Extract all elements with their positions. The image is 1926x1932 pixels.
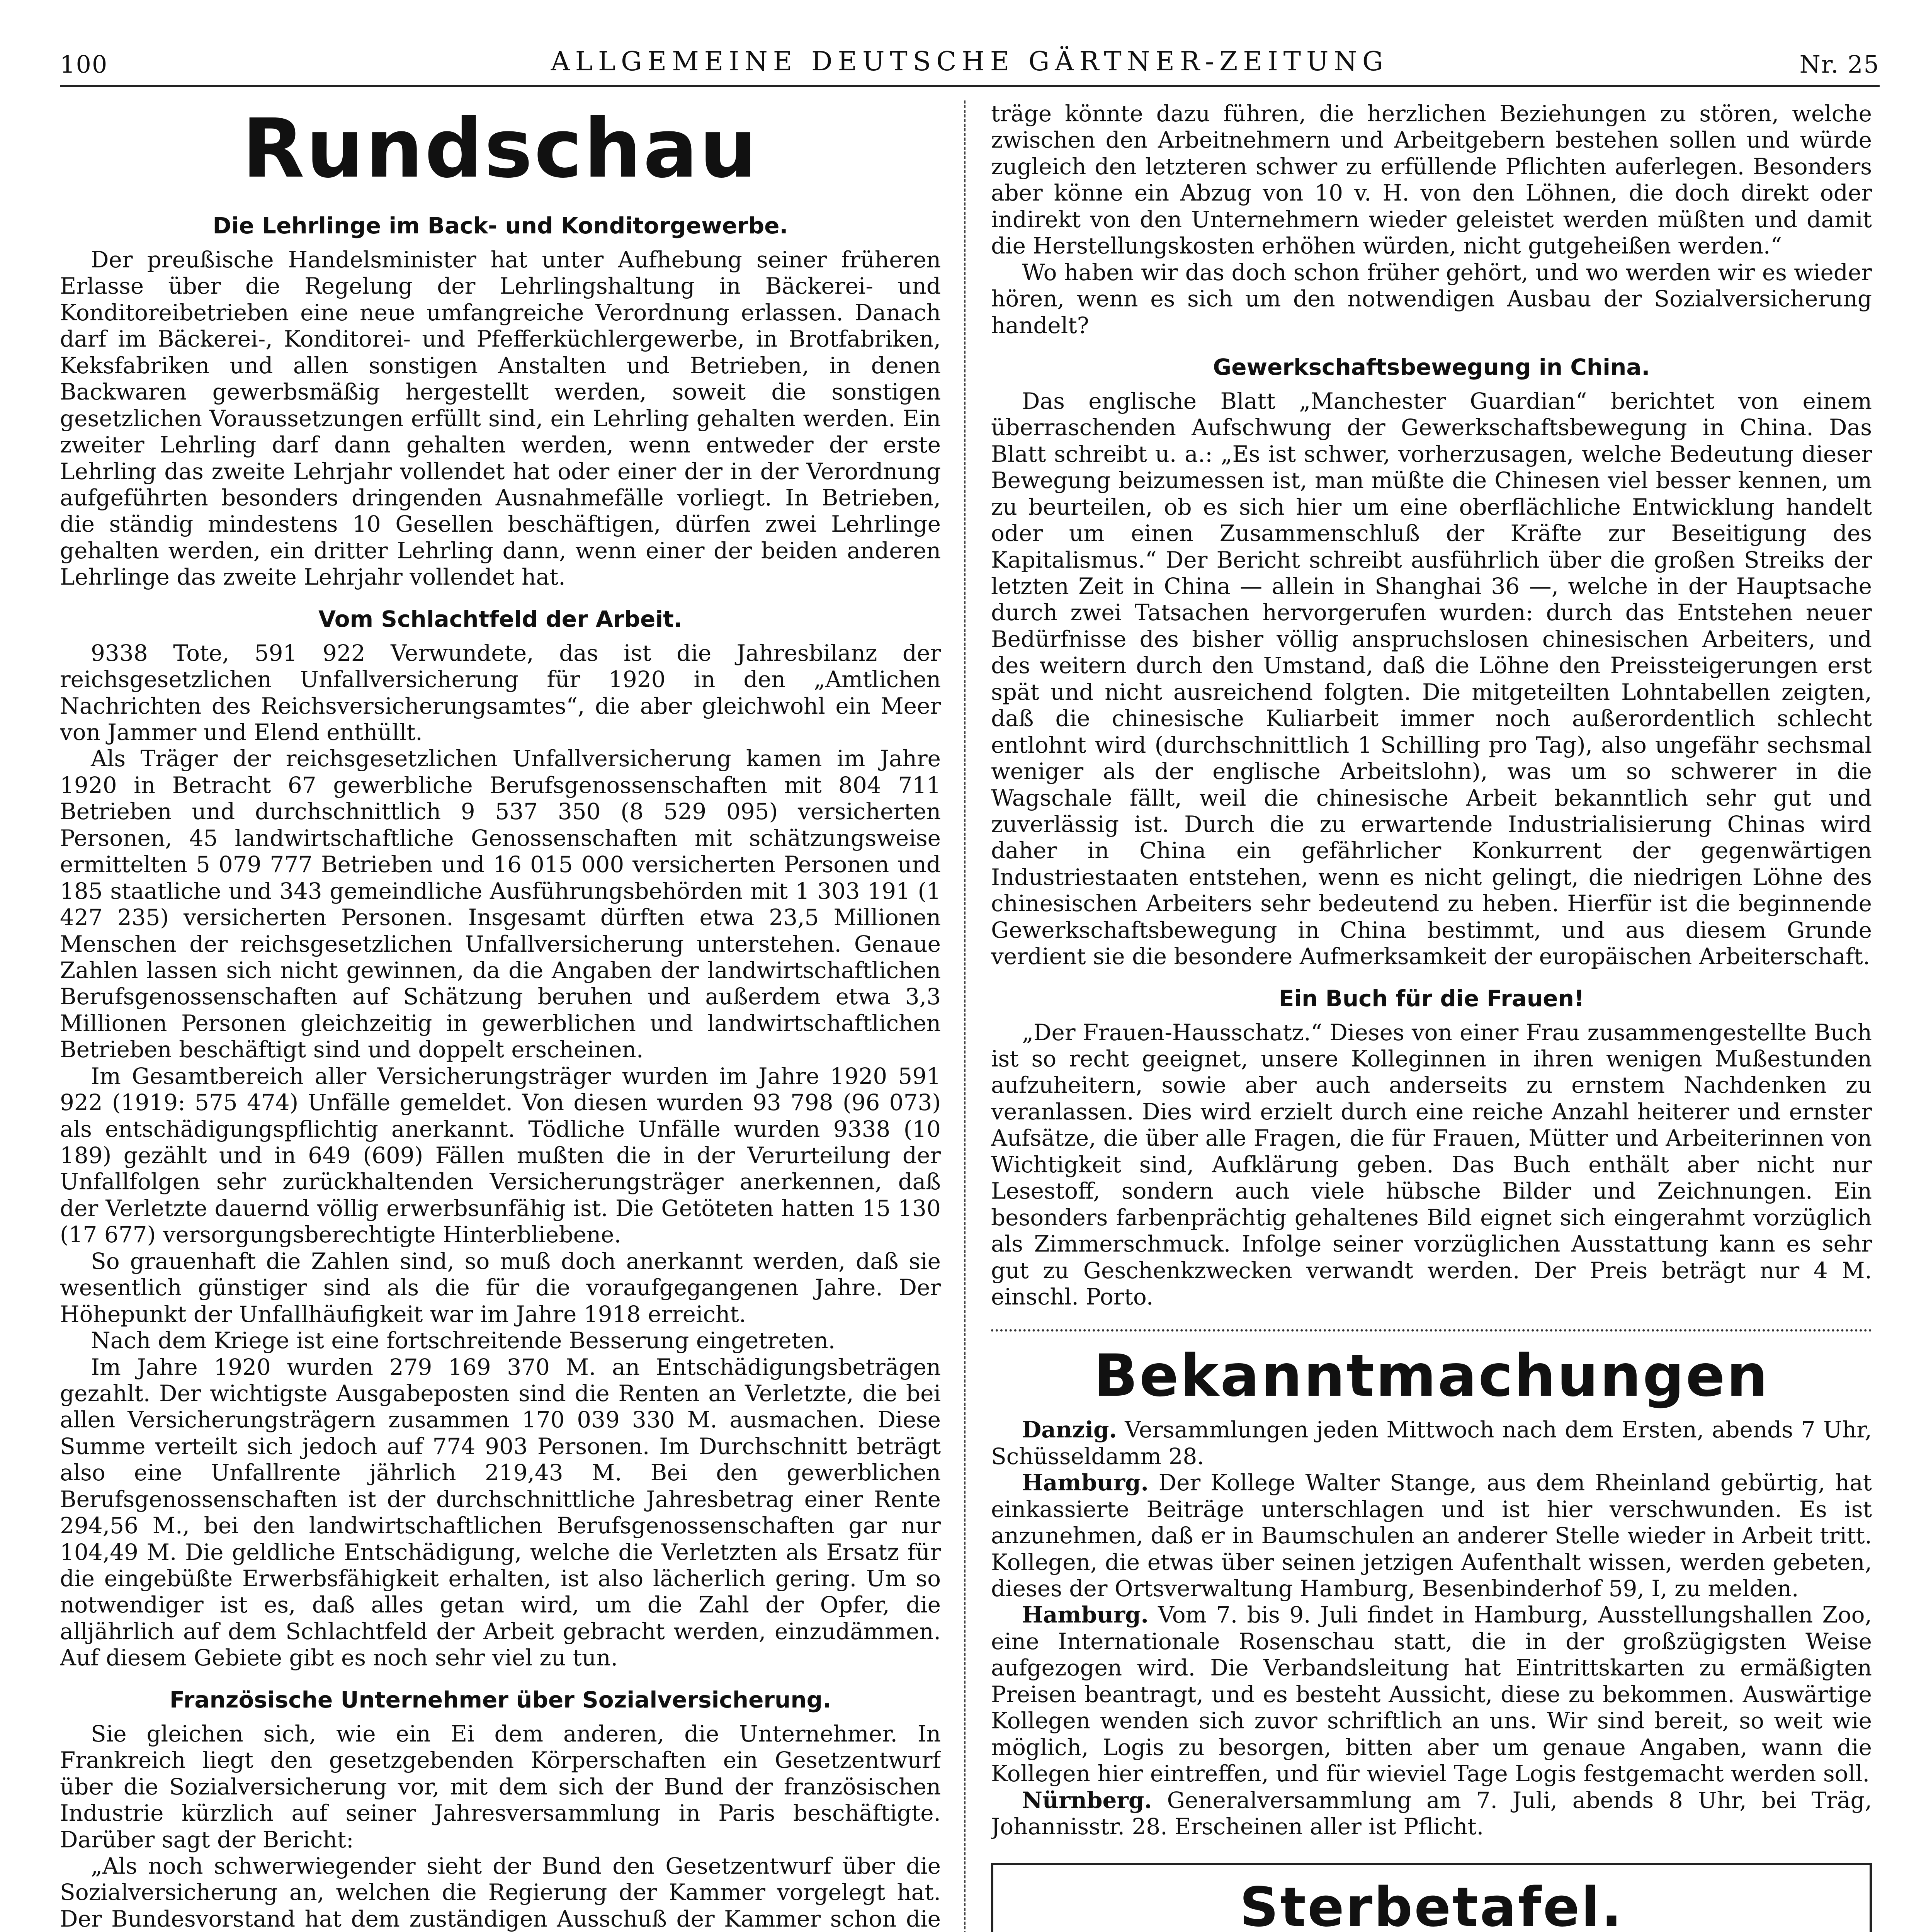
article-paragraph: träge könnte dazu führen, die herzlichen Beziehungen zu stören, welche zwischen den Arbeitnehmern und Arbeitgebern bestehen sollen und würde zugleich den letzteren schwer zu erfüllende Pflichten auferlegen. Besonders aber könne ein Abzug von 10 v. H. von den Löhnen, die doch direkt oder indirekt von den Unternehmern wieder geleistet werden müßten und damit die Herstellungskosten erhöhen würden, nicht gutgeheißen werden.“ xyxy=(991,100,1872,259)
article-paragraph: Im Jahre 1920 wurden 279 169 370 M. an Entschädigungsbeträgen gezahlt. Der wichtigste Ausgabeposten sind die Renten an Verletzte, die bei allen Versicherungsträgern zusammen 170 039 330 M. ausmachen. Diese Summe verteilt sich jedoch auf 774 903 Personen. Im Durchschnitt beträgt also eine Unfallrente jährlich 219,43 M. Bei den gewerblichen Berufsgenossenschaften ist der durchschnittliche Jahresbetrag einer Rente 294,56 M., bei den landwirtschaftlichen Berufsgenossenschaften gar nur 104,49 M. Die geldliche Entschädigung, welche die Verletzten als Ersatz für die eingebüßte Erwerbsfähigkeit erhalten, ist also lächerlich gering. Um so notwendiger ist es, daß alles getan wird, um die Zahl der Opfer, die alljährlich auf dem Schlachtfeld der Arbeit gebracht werden, einzudämmen. Auf diesem Gebiete gibt es noch sehr viel zu tun. xyxy=(60,1354,941,1671)
announcement xyxy=(991,1417,1872,1469)
article-paragraph: Als Träger der reichsgesetzlichen Unfallversicherung kamen im Jahre 1920 in Betracht 67 gewerbliche Berufsgenossenschaften mit 804 711 Betrieben und durchschnittlich 9 537 350 (8 529 095) versicherten Personen, 45 landwirtschaftliche Genossenschaften mit schätzungsweise ermittelten 5 079 777 Betrieben und 16 015 000 versicherten Personen und 185 staatliche und 343 gemeindliche Ausführungsbehörden mit 1 303 191 (1 427 235) versicherten Personen. Insgesamt dürften etwa 23,5 Millionen Menschen der reichsgesetzlichen Unfallversicherung unterstehen. Genaue Zahlen lassen sich nicht gewinnen, da die Angaben der landwirtschaftlichen Berufsgenossenschaften auf Schätzung beruhen und außerdem etwa 3,3 Millionen Personen gleichzeitig in gewerblichen und landwirtschaftlichen Betrieben beschäftigt sind und doppelt erscheinen. xyxy=(60,745,941,1063)
article-franzoesische-unternehmer xyxy=(60,1687,941,1932)
announcements-section xyxy=(991,1342,1872,1840)
section-separator xyxy=(991,1329,1872,1332)
article-buch-frauen xyxy=(991,985,1872,1310)
article-title: Ein Buch für die Frauen! xyxy=(1278,985,1584,1012)
section-banner-rundschau: Rundschau xyxy=(242,101,759,196)
announcement-text: Generalversammlung am 7. Juli, abends 8 Uhr, bei Träg, Johannisstr. 28. Erscheinen aller ist Pflicht. xyxy=(991,1787,1872,1840)
announcement xyxy=(991,1469,1872,1602)
column-divider xyxy=(964,100,966,1932)
left-column xyxy=(60,100,941,1932)
right-column xyxy=(991,100,1872,1932)
page-header xyxy=(60,35,1880,81)
article-paragraph: „Der Frauen-Hausschatz.“ Dieses von einer Frau zusammengestellte Buch ist so recht geeignet, unsere Kolleginnen in ihren wenigen Mußestunden aufzuheitern, sowie aber auch anderseits zu ernstem Nachdenken zu veranlassen. Dies wird erzielt durch eine reiche Anzahl heiterer und ernster Aufsätze, die über alle Fragen, die für Frauen, Mütter und Arbeiterinnen von Wichtigkeit sind, Aufklärung geben. Das Buch enthält aber nicht nur Lesestoff, sondern auch viele hübsche Bilder und Zeichnungen. Ein besonders farbenprächtig gehaltenes Bild eignet sich eingerahmt vorzüglich als Zimmerschmuck. Infolge seiner vorzüglichen Ausstattung kann es sehr gut zu Geschenkzwecken verwandt werden. Der Preis beträgt nur 4 M. einschl. Porto. xyxy=(991,1019,1872,1310)
announcement-place: Hamburg. xyxy=(1022,1469,1149,1496)
article-paragraph: Das englische Blatt „Manchester Guardian“ berichtet von einem überraschenden Aufschwung der Gewerkschaftsbewegung in China. Das Blatt schreibt u. a.: „Es ist schwer, vorherzusagen, welche Bedeutung dieser Bewegung beizumessen ist, man müßte die Chinesen viel besser kennen, um zu beurteilen, ob es sich hier um eine oberflächliche Entwicklung handelt oder um einen Zusammenschluß der Kräfte zur Beseitigung des Kapitalismus.“ Der Bericht schreibt ausführlich über die großen Streiks der letzten Zeit in China — allein in Shanghai 36 —, welche in der Hauptsache durch zwei Tatsachen hervorgerufen wurden: durch das Entstehen neuer Bedürfnisse des bisher völlig anspruchslosen chinesischen Arbeiters, und des weitern durch den Umstand, daß die Löhne den Preissteigerungen erst spät und nicht ausreichend folgten. Die mitgeteilten Lohntabellen zeigten, daß die chinesische Kuliarbeit immer noch außerordentlich schlecht entlohnt wird (durchschnittlich 1 Schilling pro Tag), also ungefähr sechsmal weniger als der englische Arbeitslohn), was um so schwerer in die Wagschale fällt, weil die chinesische Arbeit bekanntlich sehr gut und zuverlässig ist. Durch die zu erwartende Industrialisierung Chinas wird daher in China ein gefährlicher Konkurrent der gegenwärtigen Industriestaaten entstehen, wenn es nicht gelingt, die niedrigen Löhne des chinesischen Arbeiters sehr bedeutend zu heben. Hierfür ist die beginnende Gewerkschaftsbewegung in China bestimmt, und aus diesem Grunde verdient sie die besondere Aufmerksamkeit der europäischen Arbeiterschaft. xyxy=(991,388,1872,970)
newspaper-title: ALLGEMEINE DEUTSCHE GÄRTNER-ZEITUNG xyxy=(551,46,1389,77)
announcement-text: Vom 7. bis 9. Juli findet in Hamburg, Ausstellungshallen Zoo, eine Internationale Rosenschau statt, die in der großzügigsten Weise aufgezogen wird. Die Verbandsleitung hat Eintrittskarten zu ermäßigten Preisen beantragt, und es besteht Aussicht, diese zu bekommen. Auswärtige Kollegen wenden sich zuvor schriftlich an uns. Wir sind bereit, so weit wie möglich, Logis zu besorgen, bitten aber um genaue Angaben, wann die Kollegen hier eintreffen, und für wieviel Tage Logis festgemacht werden soll. xyxy=(991,1602,1872,1787)
article-title: Gewerkschaftsbewegung in China. xyxy=(1213,354,1650,380)
announcement-text: Der Kollege Walter Stange, aus dem Rheinland gebürtig, hat einkassierte Beiträge unterschlagen und ist hier verschwunden. Es ist anzunehmen, daß er in Baumschulen an anderer Stelle wieder in Arbeit tritt. Kollegen, die etwas über seinen jetzigen Aufenthalt wissen, werden gebeten, dieses der Ortsverwaltung Hamburg, Besenbinderhof 59, I, zu melden. xyxy=(991,1469,1872,1602)
article-paragraph: Der preußische Handelsminister hat unter Aufhebung seiner früheren Erlasse über die Regelung der Lehrlingshaltung in Bäckerei- und Konditoreibetrieben eine neue umfangreiche Verordnung erlassen. Danach darf im Bäckerei-, Konditorei- und Pfefferküchlergewerbe, in Brotfabriken, Keksfabriken und allen sonstigen Anstalten und Betrieben, in denen Backwaren gewerbsmäßig hergestellt werden, soweit die sonstigen gesetzlichen Voraussetzungen erfüllt sind, ein Lehrling gehalten werden. Ein zweiter Lehrling darf dann gehalten werden, wenn entweder der erste Lehrling das zweite Lehrjahr vollendet hat oder einer der in der Verordnung aufgeführten besonders dringenden Ausnahmefälle vorliegt. In Betrieben, die ständig mindestens 10 Gesellen beschäftigen, dürfen zwei Lehrlinge gehalten werden, ein dritter Lehrling dann, wenn einer der beiden anderen Lehrlinge das zweite Lehrjahr vollendet hat. xyxy=(60,247,941,590)
article-lehrlinge xyxy=(60,213,941,590)
announcement xyxy=(991,1602,1872,1787)
article-continuation xyxy=(991,100,1872,338)
article-schlachtfeld xyxy=(60,606,941,1671)
issue-number: Nr. 25 xyxy=(1799,50,1880,78)
article-china xyxy=(991,354,1872,970)
article-title: Die Lehrlinge im Back- und Konditorgewerbe. xyxy=(212,213,788,239)
announcement-place: Nürnberg. xyxy=(1022,1787,1152,1813)
article-paragraph: Wo haben wir das doch schon früher gehört, und wo werden wir es wieder hören, wenn es sich um den notwendigen Ausbau der Sozialversicherung handelt? xyxy=(991,259,1872,338)
announcement-place: Danzig. xyxy=(1022,1417,1117,1443)
article-title: Französische Unternehmer über Sozialversicherung. xyxy=(169,1686,831,1713)
article-paragraph: Im Gesamtbereich aller Versicherungsträger wurden im Jahre 1920 591 922 (1919: 575 474) Unfälle gemeldet. Von diesen wurden 93 798 (96 073) als entschädigungspflichtig anerkannt. Tödliche Unfälle wurden 9338 (10 189) gezählt und in 649 (609) Fällen mußten die in der Verurteilung der Unfallfolgen sehr zurückhaltenden Versicherungsträger anerkennen, daß der Verletzte dauernd völlig erwerbsunfähig ist. Die Getöteten hatten 15 130 (17 677) versorgungsberechtigte Hinterbliebene. xyxy=(60,1063,941,1248)
obituary-box xyxy=(991,1863,1872,1932)
article-title: Vom Schlachtfeld der Arbeit. xyxy=(318,605,682,632)
article-paragraph: „Als noch schwerwiegender sieht der Bund den Gesetzentwurf über die Sozialversicherung an, welchen die Regierung der Kammer vorgelegt hat. Der Bundesvorstand hat dem zuständigen Ausschuß der Kammer schon die xyxy=(60,1852,941,1932)
announcement-text: Versammlungen jeden Mittwoch nach dem Ersten, abends 7 Uhr, Schüsseldamm 28. xyxy=(991,1417,1872,1469)
page-number: 100 xyxy=(60,50,108,78)
columns xyxy=(60,100,1880,1932)
obituary-banner: Sterbetafel. xyxy=(1239,1876,1623,1932)
section-banner-bekanntmachungen: Bekanntmachungen xyxy=(1093,1342,1770,1410)
article-paragraph: Sie gleichen sich, wie ein Ei dem anderen, die Unternehmer. In Frankreich liegt den gesetzgebenden Körperschaften ein Gesetzentwurf über die Sozialversicherung vor, mit dem sich der Bund der französischen Industrie kürzlich auf seiner Jahresversammlung in Paris beschäftigte. Darüber sagt der Bericht: xyxy=(60,1720,941,1853)
announcement xyxy=(991,1787,1872,1840)
header-rule xyxy=(60,85,1880,87)
article-paragraph: So grauenhaft die Zahlen sind, so muß doch anerkannt werden, daß sie wesentlich günstiger sind als die für die voraufgegangenen Jahre. Der Höhepunkt der Unfallhäufigkeit war im Jahre 1918 erreicht. xyxy=(60,1248,941,1327)
announcement-place: Hamburg. xyxy=(1022,1602,1149,1628)
article-paragraph: 9338 Tote, 591 922 Verwundete, das ist die Jahresbilanz der reichsgesetzlichen Unfallversicherung für 1920 in den „Amtlichen Nachrichten des Reichsversicherungsamtes“, die aber gleichwohl ein Meer von Jammer und Elend enthüllt. xyxy=(60,639,941,745)
article-paragraph: Nach dem Kriege ist eine fortschreitende Besserung eingetreten. xyxy=(91,1327,836,1354)
